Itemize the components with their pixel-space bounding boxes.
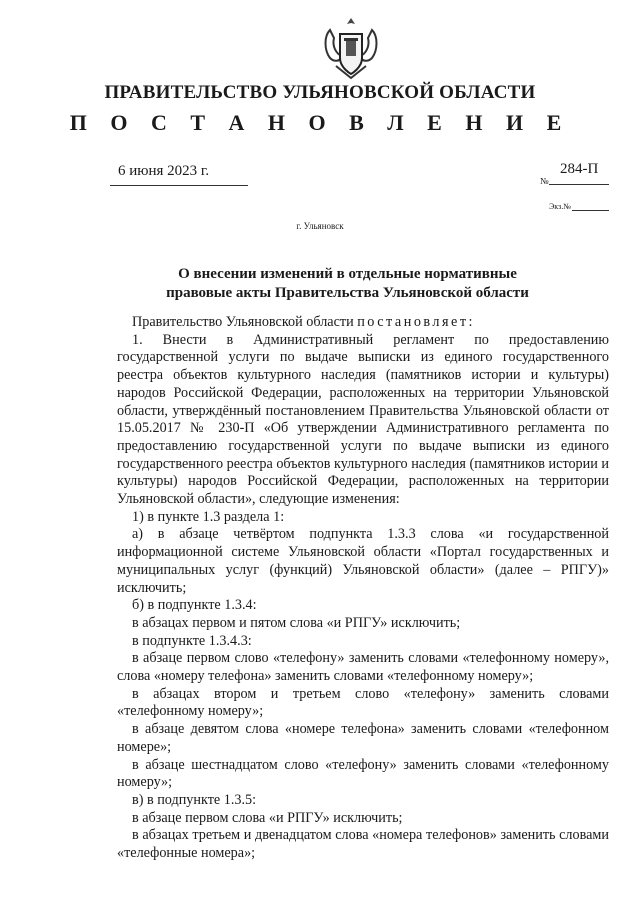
date-underline: [110, 185, 248, 186]
paragraph: в) в подпункте 1.3.5:: [132, 791, 257, 808]
number-sign: №: [540, 176, 549, 186]
paragraph: в абзаце первом слово «телефону» заменить словами «телефонному номеру», слова «номеру телефона» заменить словами «телефонному номеру»;: [117, 650, 609, 685]
paragraph: в абзаце первом слова «и РПГУ» исключить;: [132, 809, 403, 826]
intro-verb: постановляет:: [357, 314, 475, 330]
number-underline: [549, 184, 609, 185]
organization-name: ПРАВИТЕЛЬСТВО УЛЬЯНОВСКОЙ ОБЛАСТИ: [104, 82, 536, 103]
intro-text: Правительство Ульяновской области: [132, 314, 354, 330]
paragraph: в подпункте 1.3.4.3:: [132, 632, 252, 649]
paragraph: в абзацах первом и пятом слова «и РПГУ» исключить;: [132, 614, 461, 631]
document-body: [117, 314, 609, 863]
paragraph: в абзацах втором и третьем слово «телефону» заменить словами «телефонному номеру»;: [117, 685, 609, 720]
document-date: 6 июня 2023 г.: [118, 163, 210, 179]
intro-paragraph: [117, 314, 609, 332]
copy-number-label: Экз.№: [549, 202, 571, 211]
title-line-2: правовые акты Правительства Ульяновской области: [166, 285, 529, 301]
document-number: 284-П: [560, 161, 599, 177]
document-title: [150, 265, 545, 303]
paragraph: б) в подпункте 1.3.4:: [132, 597, 257, 614]
paragraph: в абзацах третьем и двенадцатом слова «номера телефонов» заменить словами «телефонные номера»;: [117, 827, 609, 862]
copy-number-underline: [572, 210, 609, 211]
paragraph: в абзаце девятом слова «номере телефона» заменить словами «телефонном номере»;: [117, 721, 609, 755]
paragraph: 1) в пункте 1.3 раздела 1:: [132, 508, 285, 525]
document-type: П О С Т А Н О В Л Е Н И Е: [69, 110, 571, 135]
paragraph: в абзаце шестнадцатом слово «телефону» заменить словами «телефонному номеру»;: [117, 756, 609, 791]
coat-of-arms-emblem: [322, 16, 380, 82]
paragraph: а) в абзаце четвёртом подпункта 1.3.3 слова «и государственной информационной системе Ульяновской области «Портал государственных и муниципальных услуг (функций) Ульяновской области» (далее – РПГУ)» исключить;: [117, 526, 609, 596]
city: г. Ульяновск: [296, 221, 344, 231]
paragraph: 1. Внести в Административный регламент по предоставлению государственной услуги по выдаче выписки из единого государственного реестра объектов культурного наследия (памятников истории и культуры) народов Российской Федерации, расположенных на территории Ульяновской области, утверждённый постановлением Правительства Ульяновской области от 15.05.2017 № 230-П «Об утверждении Административного регламента по предоставлению государственной услуги по выдаче выписки из единого государственного реестра объектов культурного наследия (памятников истории и культуры) народов Российской Федерации, расположенных на территории Ульяновской области», следующие изменения:: [117, 331, 609, 508]
title-line-1: О внесении изменений в отдельные нормативные: [178, 266, 517, 282]
